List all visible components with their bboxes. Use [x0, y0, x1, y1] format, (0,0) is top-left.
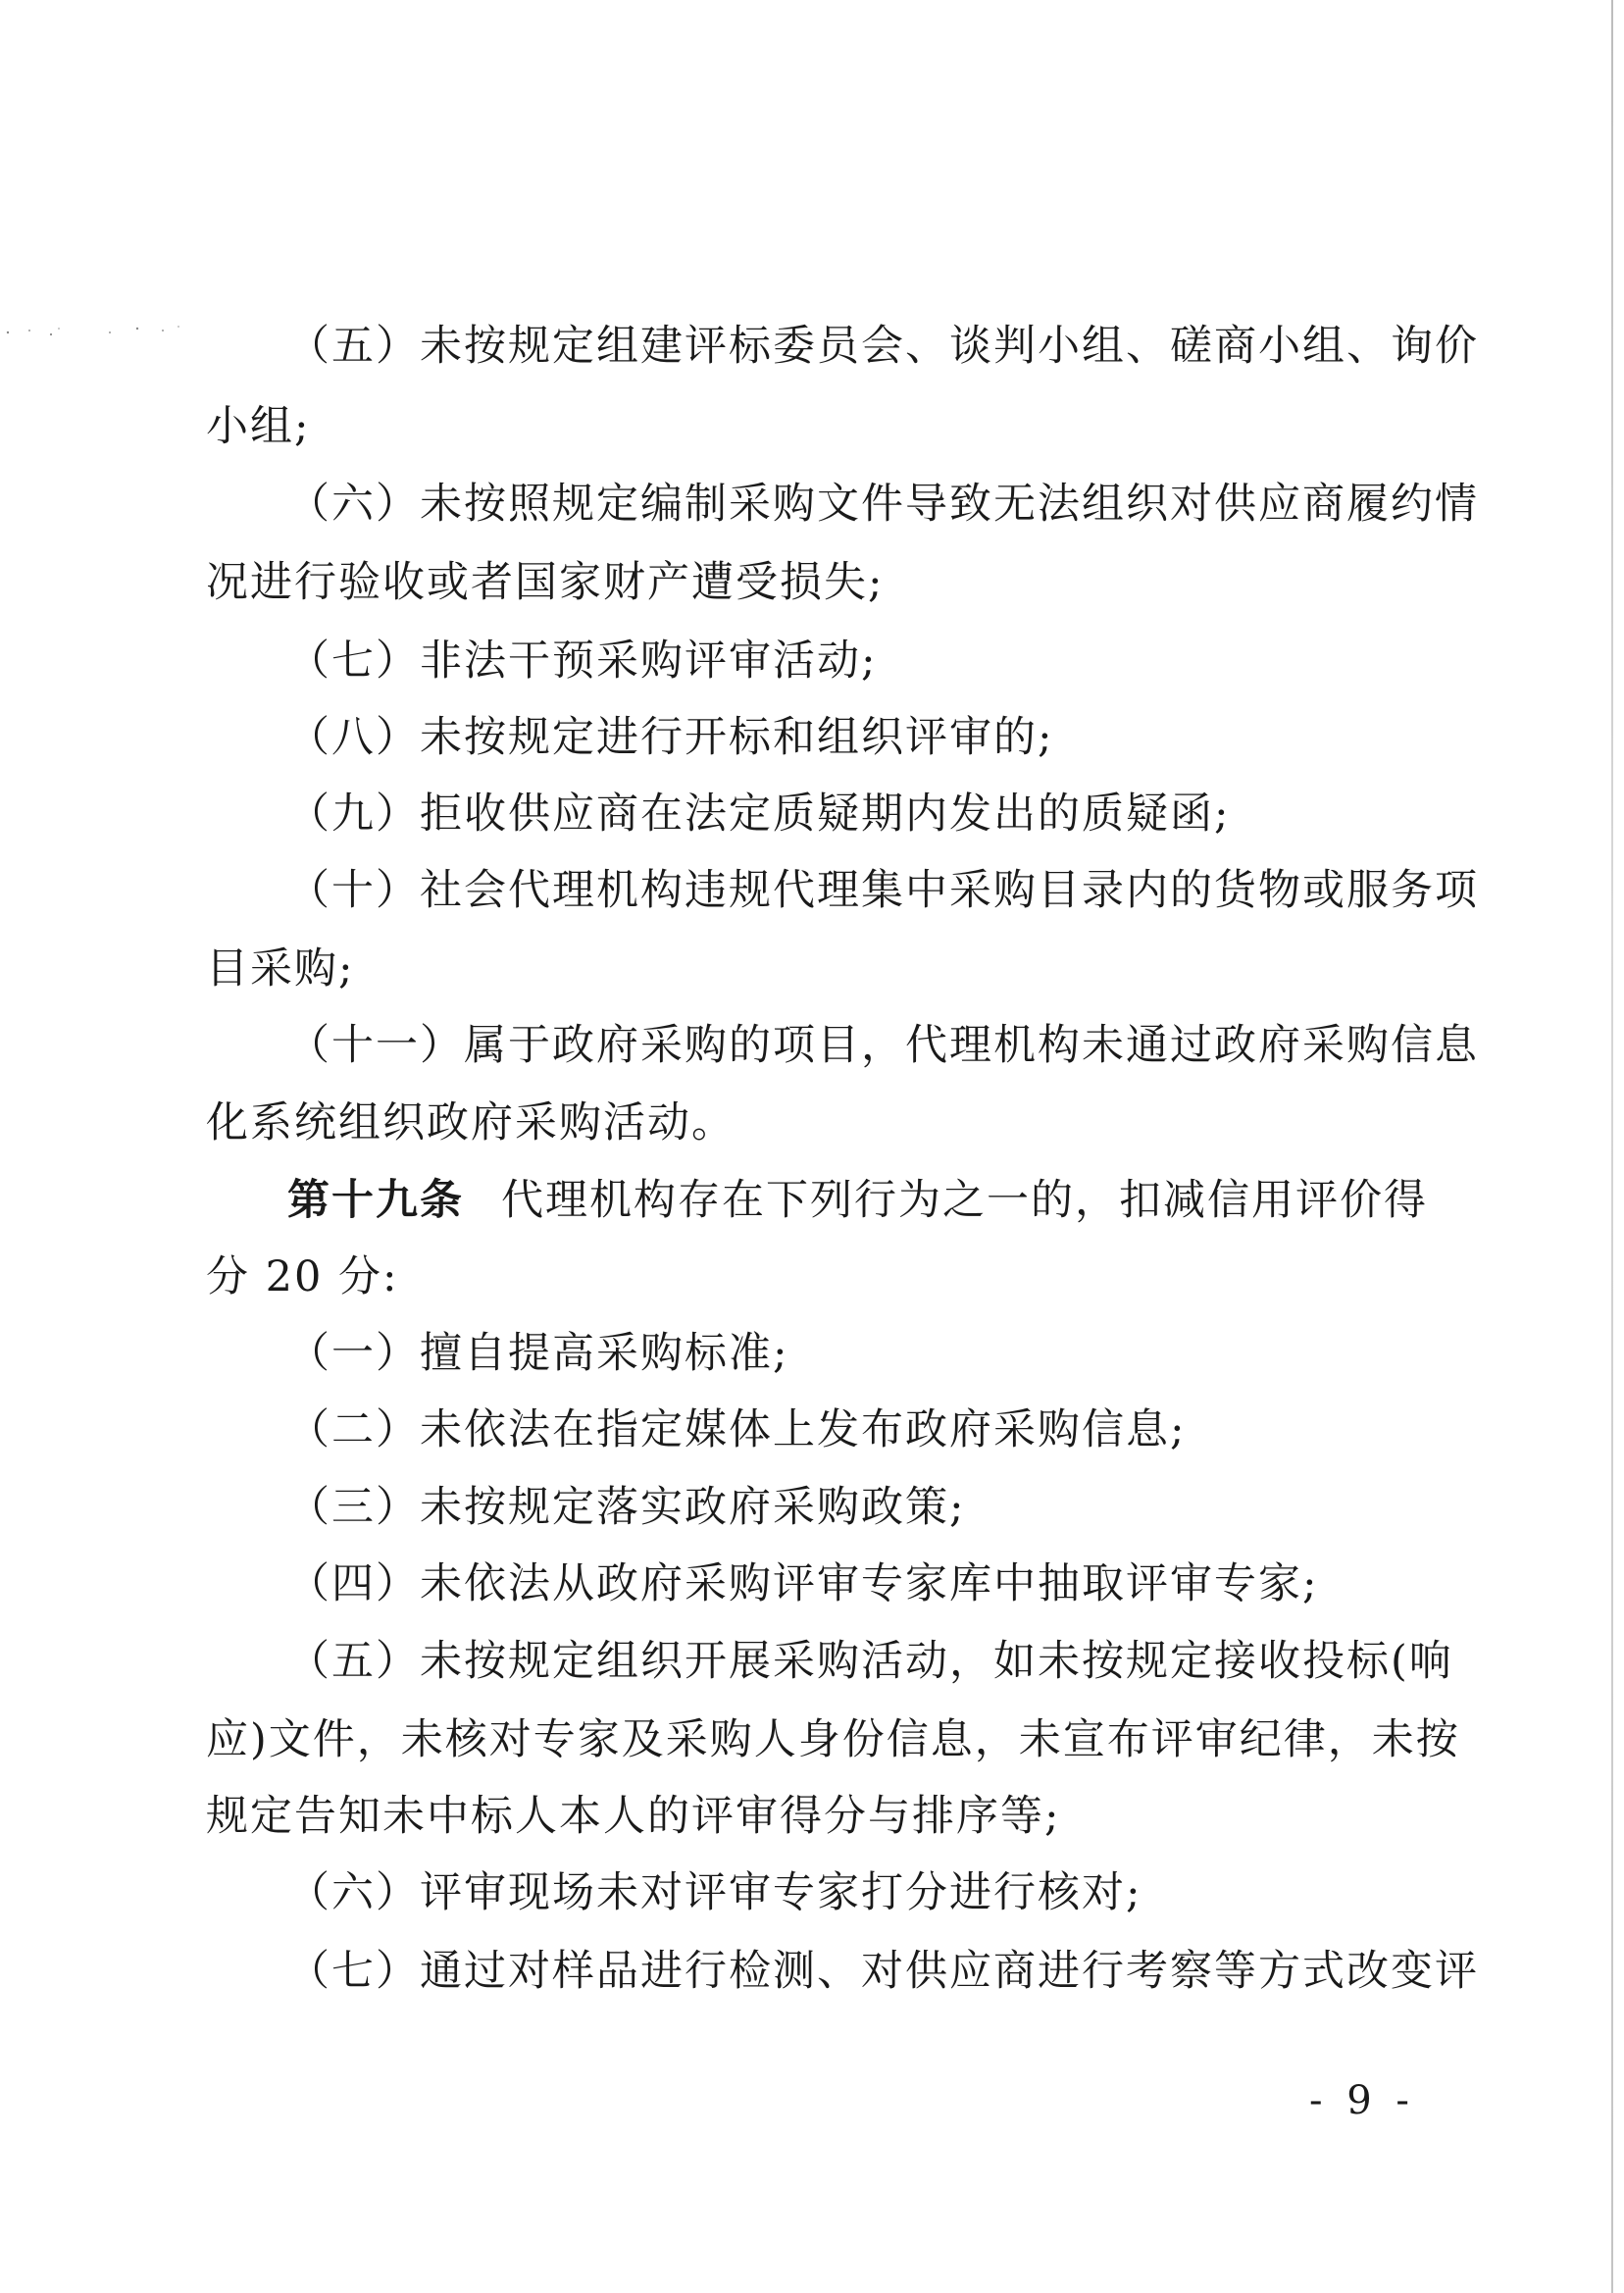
text-line: （六）未按照规定编制采购文件导致无法组织对供应商履约情: [287, 480, 1479, 529]
text-line: （九）拒收供应商在法定质疑期内发出的质疑函;: [287, 790, 1231, 839]
page-number: - 9 -: [1309, 2078, 1415, 2123]
article-line: [287, 1176, 1428, 1225]
text-line: 分 20 分:: [206, 1252, 399, 1301]
text-line: 化系统组织政府采购活动。: [206, 1098, 736, 1147]
text-line: 况进行验收或者国家财产遭受损失;: [206, 558, 885, 607]
text-line: （七）通过对样品进行检测、对供应商进行考察等方式改变评: [287, 1947, 1479, 1996]
scan-speckle: [0, 319, 196, 348]
text-line: （十一）属于政府采购的项目，代理机构未通过政府采购信息: [287, 1021, 1479, 1070]
article-heading: 第十九条: [287, 1176, 464, 1225]
text-line: 规定告知未中标人本人的评审得分与排序等;: [206, 1792, 1061, 1841]
text-line: 小组;: [206, 402, 311, 451]
article-text: 代理机构存在下列行为之一的，扣减信用评价得: [501, 1176, 1428, 1225]
text-line: （十）社会代理机构违规代理集中采购目录内的货物或服务项: [287, 866, 1479, 915]
text-line: （五）未按规定组织开展采购活动，如未按规定接收投标(响: [287, 1637, 1453, 1686]
text-line: 目采购;: [206, 944, 355, 994]
text-line: （七）非法干预采购评审活动;: [287, 637, 878, 686]
scan-edge-line: [1611, 0, 1613, 2293]
text-line: 应)文件，未核对专家及采购人身份信息，未宣布评审纪律，未按: [206, 1715, 1460, 1764]
text-line: （八）未按规定进行开标和组织评审的;: [287, 713, 1054, 762]
text-line: （三）未按规定落实政府采购政策;: [287, 1483, 966, 1532]
text-line: （一）擅自提高采购标准;: [287, 1329, 789, 1378]
text-line: （六）评审现场未对评审专家打分进行核对;: [287, 1868, 1142, 1917]
text-line: （二）未依法在指定媒体上发布政府采购信息;: [287, 1405, 1187, 1454]
text-line: （四）未依法从政府采购评审专家库中抽取评审专家;: [287, 1559, 1319, 1608]
text-line: （五）未按规定组建评标委员会、谈判小组、磋商小组、询价: [287, 322, 1479, 371]
